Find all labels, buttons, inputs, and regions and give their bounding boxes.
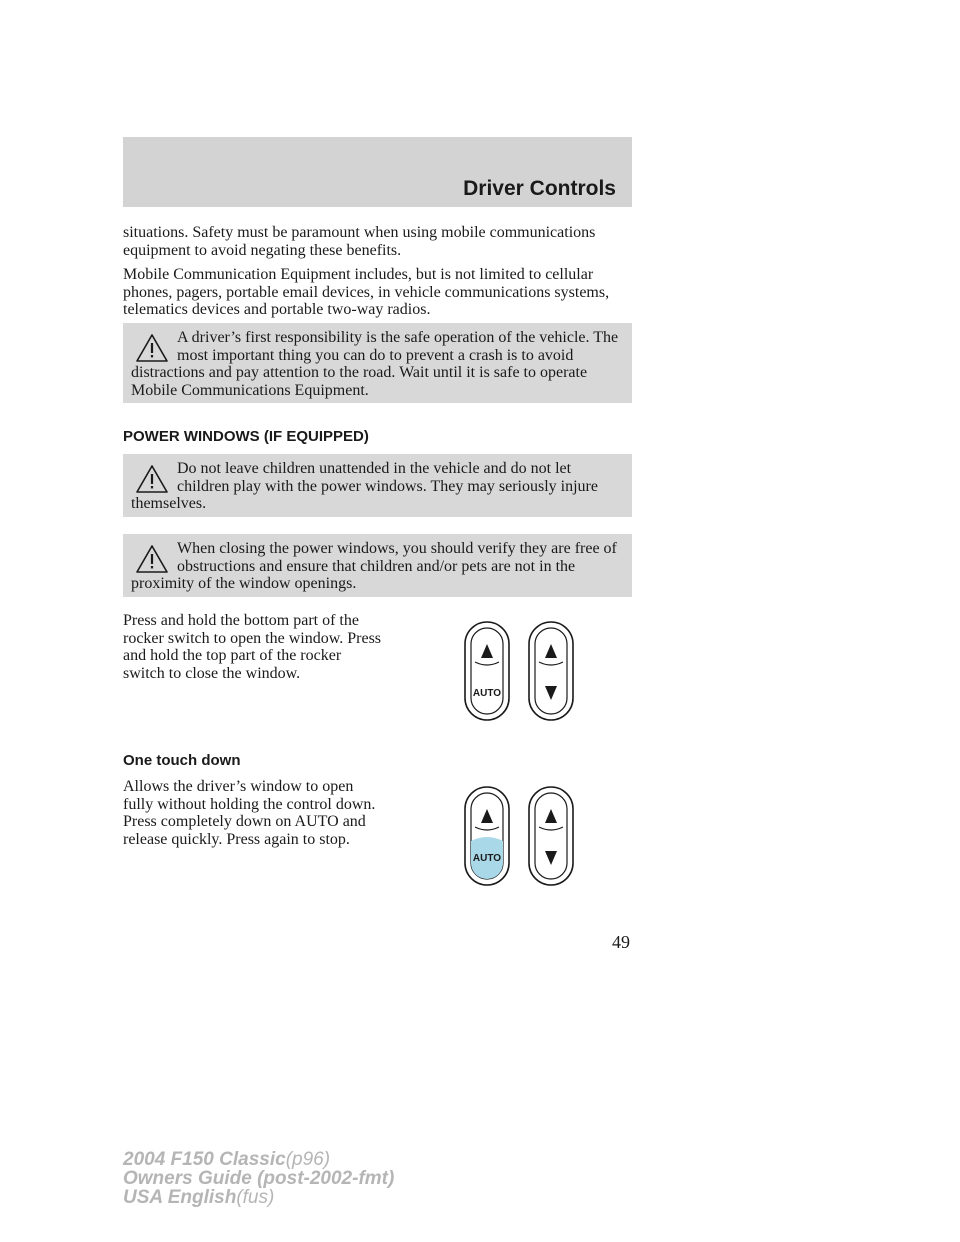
document-footer	[123, 1150, 394, 1207]
footer-model: 2004 F150 Classic	[123, 1149, 286, 1170]
window-switch-diagram	[460, 620, 580, 724]
chapter-title: Driver Controls	[463, 177, 616, 200]
footer-guide: Owners Guide (post-2002-fmt)	[123, 1168, 395, 1189]
warning-triangle-icon	[135, 464, 169, 494]
warning-text: Do not leave children unattended in the vehicle and do not let children play with the power windows. They may seriously injure themselves.	[131, 460, 598, 512]
auto-label: AUTO	[472, 688, 502, 699]
window-switch-driver	[465, 622, 509, 720]
footer-language: USA English	[123, 1187, 237, 1208]
warning-triangle-icon	[135, 544, 169, 574]
warning-triangle-icon	[135, 333, 169, 363]
window-switch-driver-auto	[465, 787, 509, 885]
window-switch-auto-diagram	[460, 785, 580, 889]
warning-text: When closing the power windows, you should verify they are free of obstructions and ensure that children and/or pets are not in the proximity of the window openings.	[131, 540, 617, 592]
footer-language-code: (fus)	[236, 1187, 275, 1208]
warning-box-children	[123, 454, 632, 517]
paragraph-rocker-switch: Press and hold the bottom part of the rocker switch to open the window. Press and hold the top part of the rocker switch to close the window.	[123, 612, 382, 682]
paragraph-situations: situations. Safety must be paramount when using mobile communications equipment to avoid negating these benefits.	[123, 224, 596, 259]
window-switch-passenger-auto	[529, 787, 573, 885]
footer-model-code: (p96)	[285, 1149, 331, 1170]
paragraph-mobile-equipment: Mobile Communication Equipment includes, but is not limited to cellular phones, pagers, portable email devices, in vehicle communications systems, telematics devices and portable two-way radios.	[123, 266, 610, 318]
auto-label: AUTO	[472, 853, 502, 864]
heading-power-windows: POWER WINDOWS (IF EQUIPPED)	[123, 428, 369, 445]
window-switch-passenger	[529, 622, 573, 720]
warning-box-obstructions	[123, 534, 632, 597]
warning-text: A driver’s first responsibility is the safe operation of the vehicle. The most important thing you can do to prevent a crash is to avoid distractions and pay attention to the road. Wait until it is safe to operate Mobile Communications Equipment.	[131, 329, 619, 399]
paragraph-one-touch: Allows the driver’s window to open fully without holding the control down. Press completely down on AUTO and release quickly. Press again to stop.	[123, 778, 376, 848]
page-number: 49	[612, 932, 630, 952]
heading-one-touch-down: One touch down	[123, 752, 241, 769]
chapter-header-band	[123, 137, 632, 207]
warning-box-driver-responsibility	[123, 323, 632, 403]
